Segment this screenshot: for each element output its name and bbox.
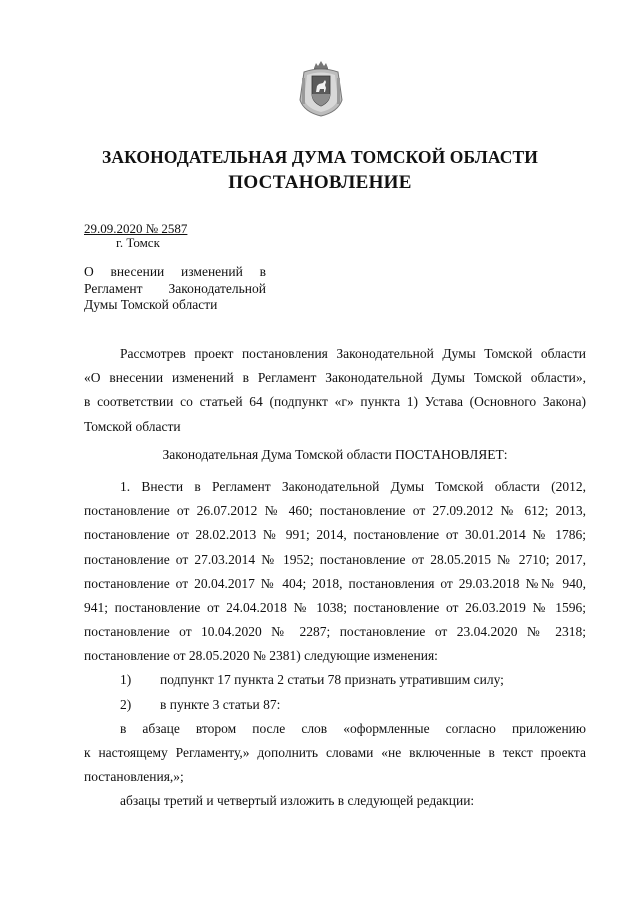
document-number-date: 29.09.2020 № 2587	[84, 221, 188, 236]
subject-line: Думы Томской области	[84, 297, 218, 312]
item-1-line: 1. Внести в Регламент Законодательной Думы Томской области (2012,	[120, 478, 586, 494]
subitem-1-number: 1)	[120, 672, 132, 688]
paragraph-a-line: к настоящему Регламенту,» дополнить словами «не включенные в текст проекта	[84, 745, 586, 760]
subject-line: О внесении изменений в	[84, 264, 266, 279]
subject-line: Регламент Законодательной	[84, 280, 266, 296]
subitem-1	[84, 668, 586, 692]
resolution-statement: Законодательная Дума Томской области ПОСТАНОВЛЯЕТ:	[162, 446, 508, 462]
document-body	[84, 342, 586, 814]
coat-of-arms-emblem	[298, 60, 344, 118]
item-1-line: постановление от 20.04.2017 № 404; 2018, постановления от 29.03.2018 №№ 940,	[84, 575, 586, 591]
document-subject	[84, 264, 266, 314]
item-1-line: 941; постановление от 24.04.2018 № 1038; постановление от 26.03.2019 № 1596;	[84, 599, 586, 615]
item-1-line: постановление от 27.03.2014 № 1952; постановление от 28.05.2015 № 2710; 2017,	[84, 551, 586, 567]
item-1-line: постановление от 28.05.2020 № 2381) следующие изменения:	[84, 648, 438, 664]
preamble-line: Томской области	[84, 418, 181, 434]
paragraph-a	[84, 717, 586, 790]
subitem-2-text: в пункте 3 статьи 87:	[160, 696, 281, 712]
subitem-1-text: подпункт 17 пункта 2 статьи 78 признать утратившим силу;	[160, 672, 504, 688]
paragraph-b: абзацы третий и четвертый изложить в следующей редакции:	[120, 793, 475, 809]
subitem-2-number: 2)	[120, 696, 132, 712]
item-1-line: постановление от 10.04.2020 № 2287; постановление от 23.04.2020 № 2318;	[84, 624, 586, 640]
paragraph-a-line: постановления,»;	[84, 769, 184, 785]
item-1-line: постановление от 26.07.2012 № 460; постановление от 27.09.2012 № 612; 2013,	[84, 503, 586, 519]
preamble-line: «О внесении изменений в Регламент Законодательной Думы Томской области»,	[84, 370, 586, 386]
document-type-title: ПОСТАНОВЛЕНИЕ	[228, 172, 412, 193]
preamble-line: в соответствии со статьей 64 (подпункт «г» пункта 1) Устава (Основного Закона)	[84, 394, 586, 410]
item-1	[84, 475, 586, 669]
subitem-2	[84, 693, 586, 717]
preamble-line: Рассмотрев проект постановления Законодательной Думы Томской области	[120, 346, 586, 361]
document-city: г. Томск	[116, 235, 160, 250]
item-1-line: постановление от 28.02.2013 № 991; 2014, постановление от 30.01.2014 № 1786;	[84, 527, 586, 543]
organization-title: ЗАКОНОДАТЕЛЬНАЯ ДУМА ТОМСКОЙ ОБЛАСТИ	[102, 147, 538, 167]
paragraph-a-line: в абзаце втором после слов «оформленные согласно приложению	[120, 720, 586, 736]
